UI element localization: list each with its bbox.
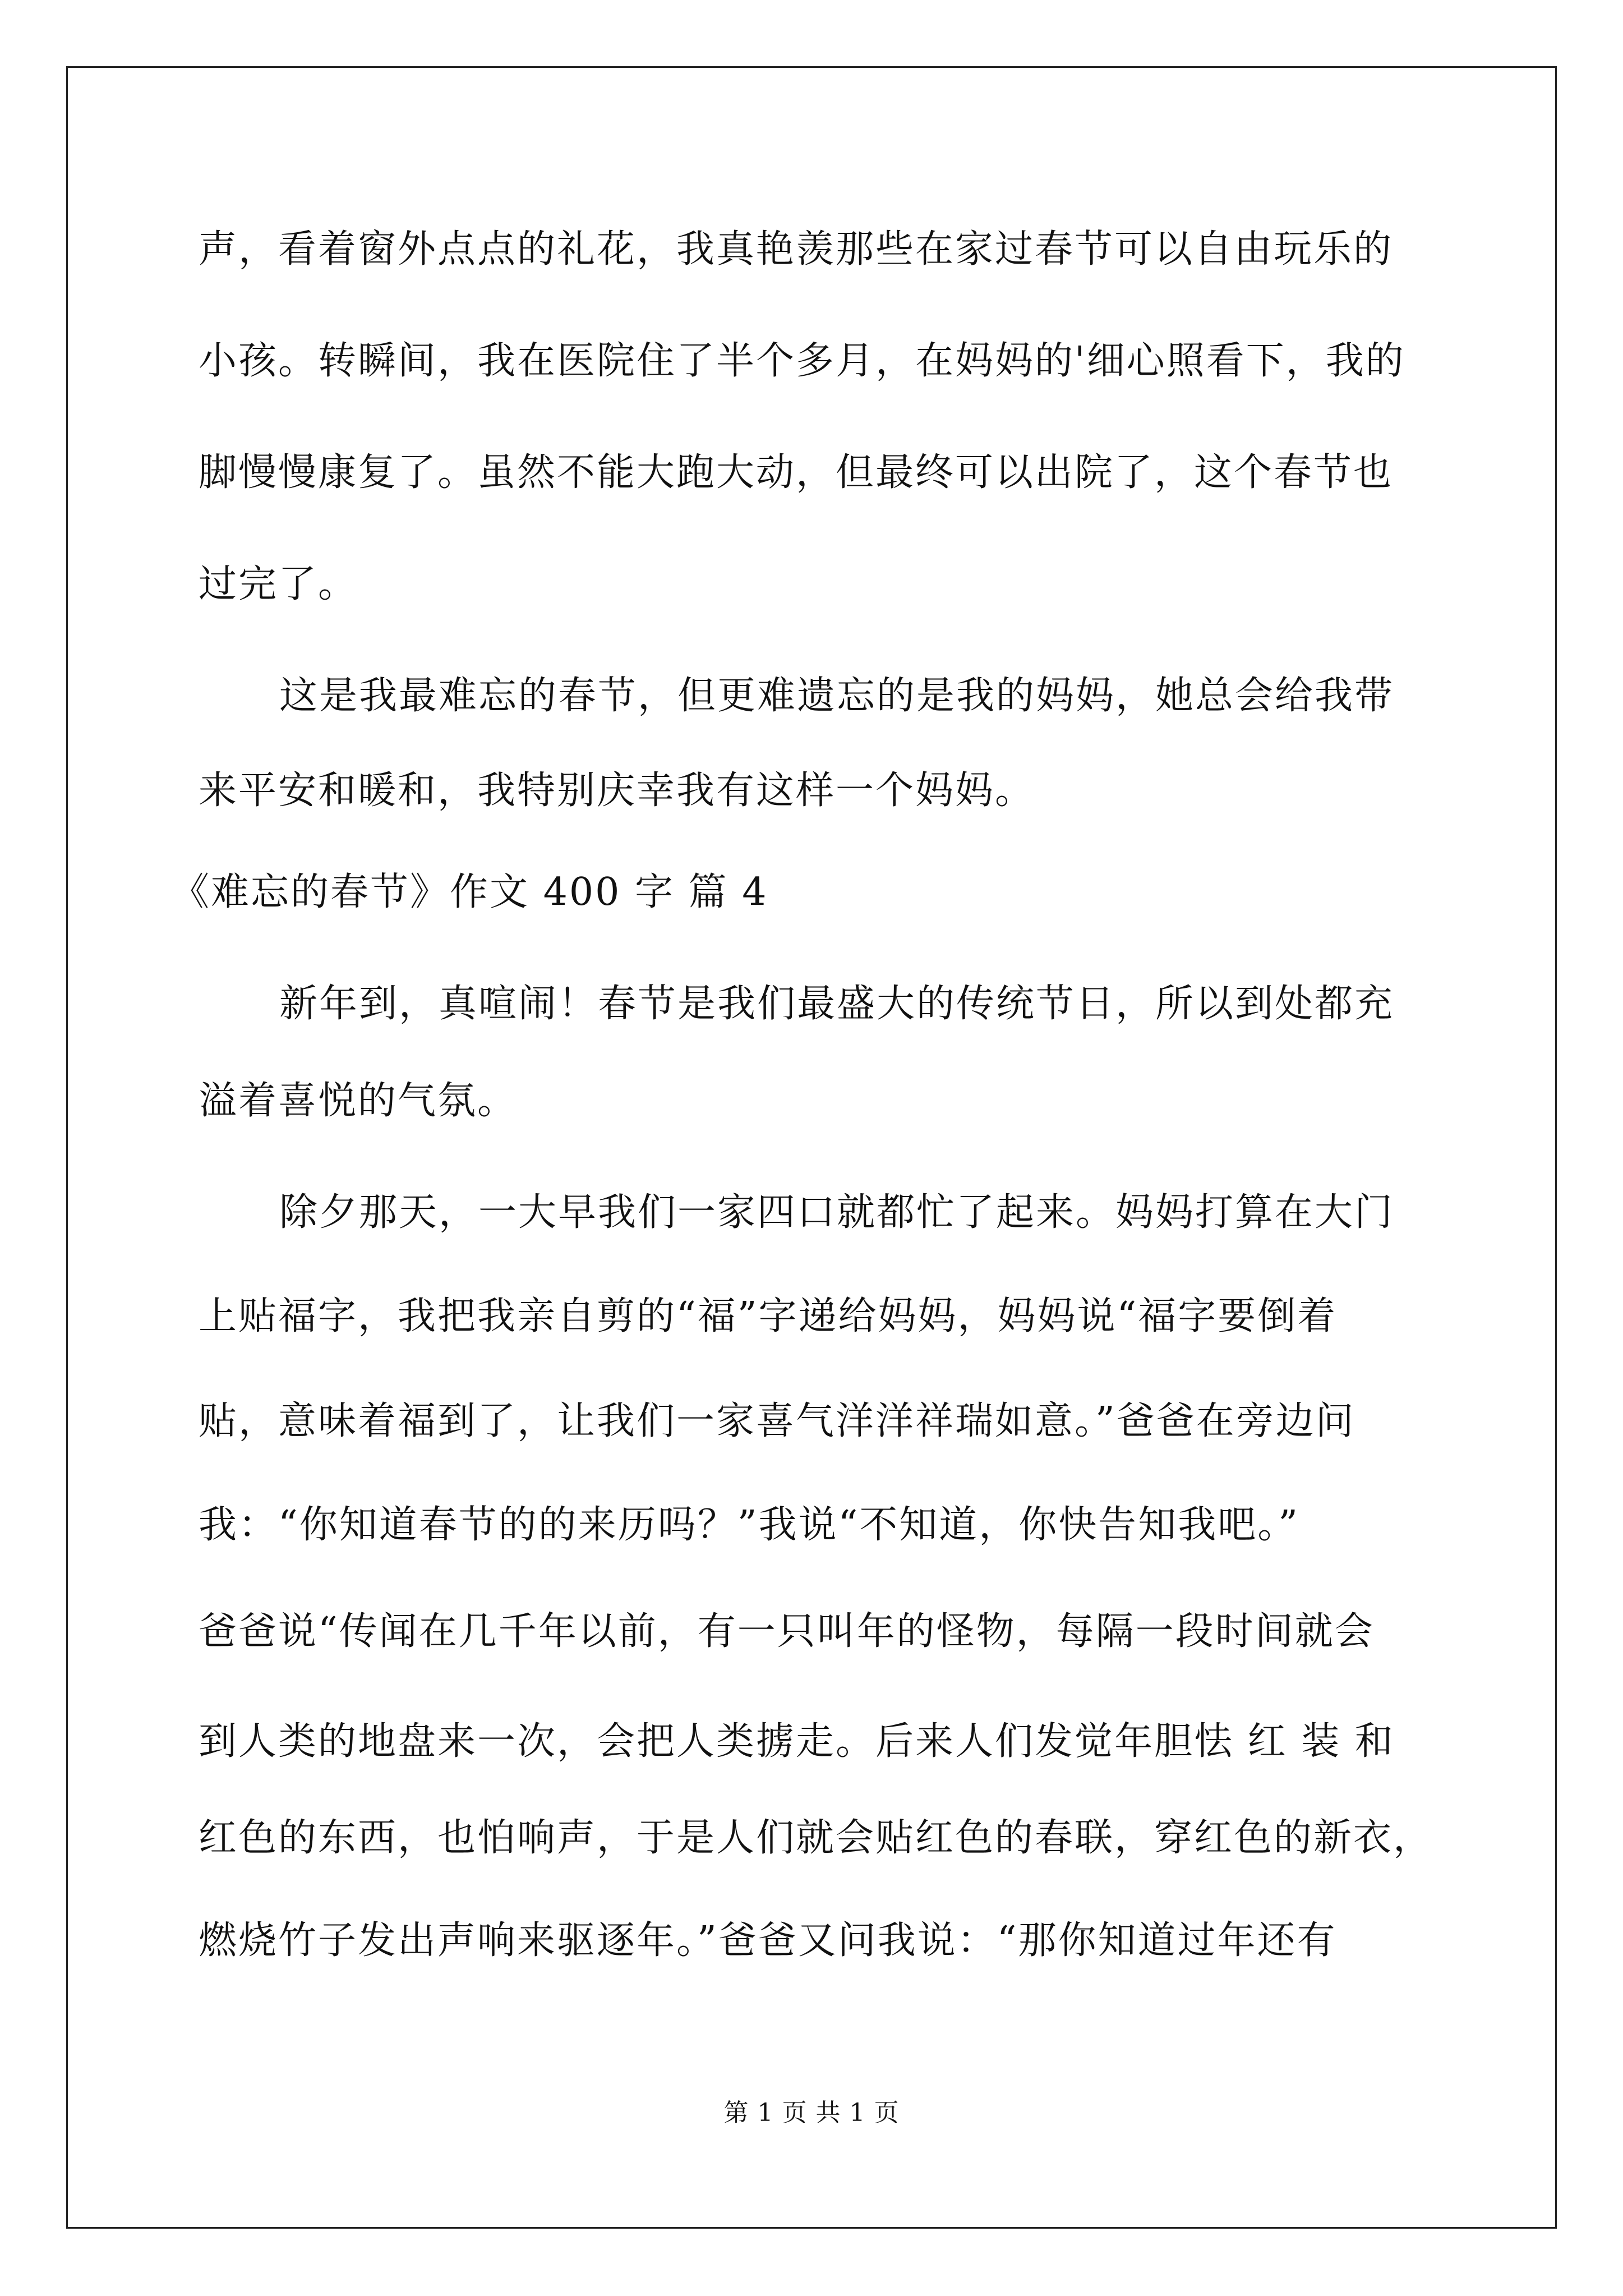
paragraph-line: 上贴福字，我把我亲自剪的“福”字递给妈妈，妈妈说“福字要倒着	[199, 1294, 1338, 1338]
section-heading: 《难忘的春节》作文 400 字 篇 4	[171, 870, 768, 914]
paragraph-line: 红色的东西，也怕响声，于是人们就会贴红色的春联，穿红色的新衣，	[199, 1816, 1433, 1860]
paragraph-line: 除夕那天，一大早我们一家四口就都忙了起来。妈妈打算在大门	[279, 1190, 1395, 1235]
paragraph-line: 小孩。转瞬间，我在医院住了半个多月，在妈妈的'细心照看下，我的	[199, 339, 1405, 383]
paragraph-line: 脚慢慢康复了。虽然不能大跑大动，但最终可以出院了，这个春节也	[199, 450, 1394, 495]
paragraph-line: 爸爸说“传闻在几千年以前，有一只叫年的怪物，每隔一段时间就会	[199, 1609, 1375, 1654]
paragraph-line: 新年到，真喧闹！春节是我们最盛大的传统节日，所以到处都充	[279, 982, 1395, 1026]
paragraph-line: 这是我最难忘的春节，但更难遗忘的是我的妈妈，她总会给我带	[279, 674, 1395, 718]
paragraph-line: 燃烧竹子发出声响来驱逐年。”爸爸又问我说：“那你知道过年还有	[199, 1918, 1337, 1963]
paragraph-line: 贴，意味着福到了，让我们一家喜气洋洋祥瑞如意。”爸爸在旁边问	[199, 1399, 1355, 1443]
paragraph-line: 声，看着窗外点点的礼花，我真艳羡那些在家过春节可以自由玩乐的	[199, 227, 1394, 272]
paragraph-line: 到人类的地盘来一次，会把人类掳走。后来人们发觉年胆怯 红 装 和	[199, 1719, 1395, 1764]
page-border	[66, 66, 1557, 2229]
paragraph-line: 溢着喜悦的气氛。	[199, 1079, 518, 1123]
paragraph-line: 过完了。	[199, 562, 358, 606]
paragraph-line: 我：“你知道春节的的来历吗？”我说“不知道，你快告知我吧。”	[199, 1503, 1300, 1547]
paragraph-line: 来平安和暖和，我特别庆幸我有这样一个妈妈。	[199, 769, 1035, 813]
page-footer: 第 1 页 共 1 页	[723, 2099, 900, 2127]
